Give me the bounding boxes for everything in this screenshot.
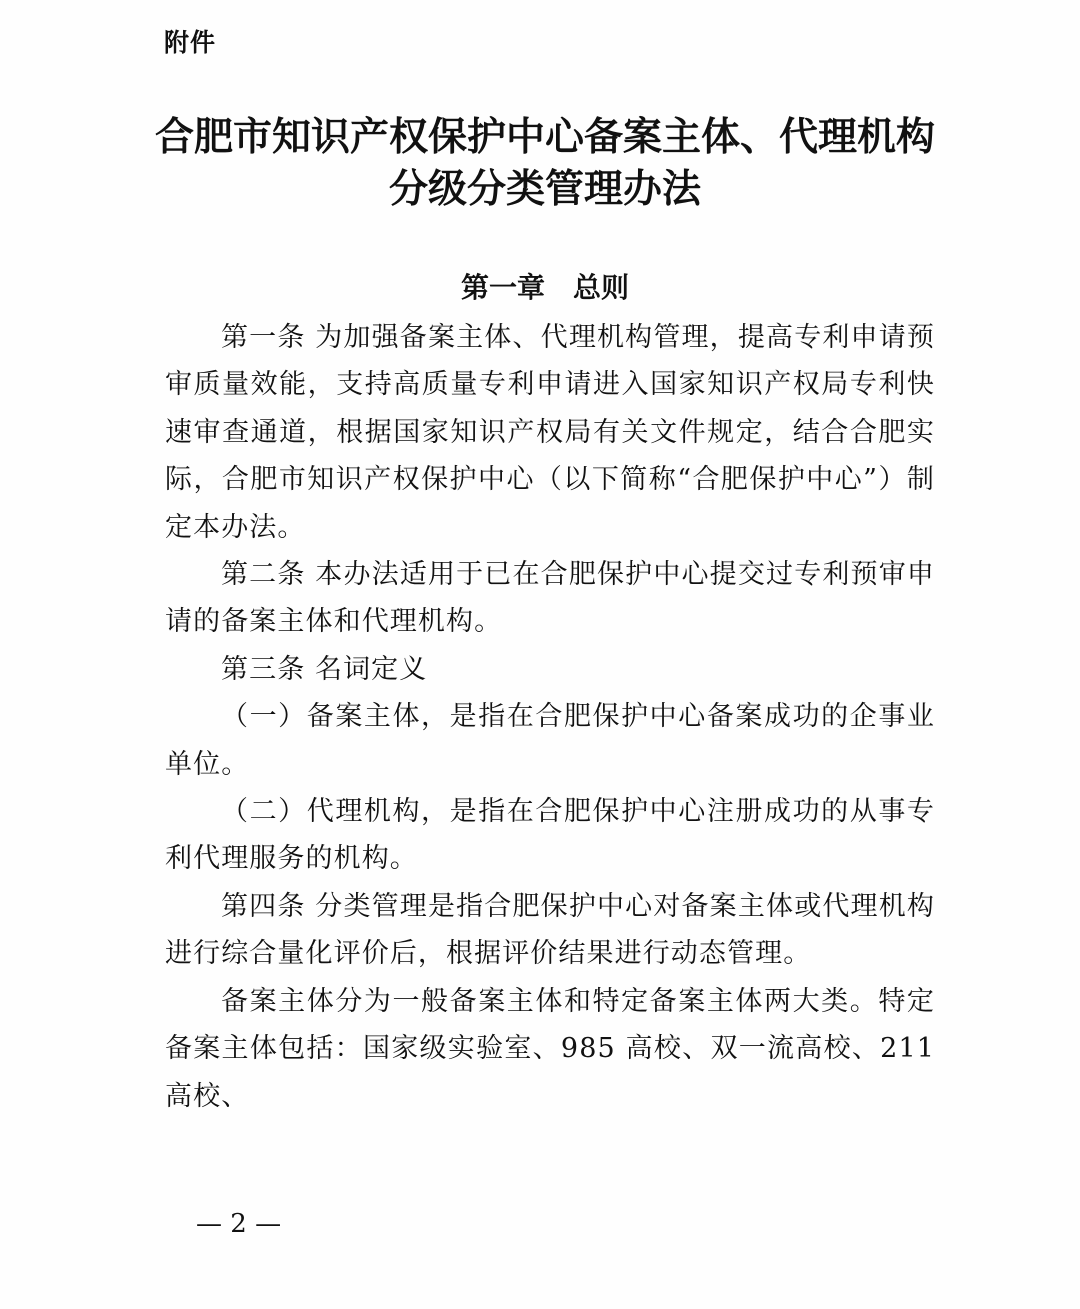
article-3-paragraph: 第三条 名词定义 [221, 653, 428, 685]
title-line-1: 合肥市知识产权保护中心备案主体、代理机构 [154, 115, 935, 160]
chapter-heading: 第一章 总则 [460, 271, 629, 304]
article-4-paragraph: 第四条 分类管理是指合肥保护中心对备案主体或代理机构进行综合量化评价后，根据评价结果进行动态管理。 [165, 890, 935, 970]
document-title [150, 112, 940, 216]
article-1-paragraph: 第一条 为加强备案主体、代理机构管理，提高专利申请预审质量效能，支持高质量专利申请进入国家知识产权局专利快速审查通道，根据国家知识产权局有关文件规定，结合合肥实际，合肥市知识产权保护中心（以下简称“合肥保护中心”）制定本办法。 [165, 322, 935, 543]
article-2-paragraph: 第二条 本办法适用于已在合肥保护中心提交过专利预审申请的备案主体和代理机构。 [165, 559, 935, 638]
attachment-label: 附件 [164, 28, 217, 57]
document-body [165, 314, 935, 1120]
page-number: — 2 — [196, 1209, 282, 1239]
title-line-2: 分级分类管理办法 [388, 167, 701, 212]
definition-2-paragraph: （二）代理机构，是指在合肥保护中心注册成功的从事专利代理服务的机构。 [165, 796, 935, 875]
definition-1-paragraph: （一）备案主体，是指在合肥保护中心备案成功的企事业单位。 [165, 701, 935, 780]
categories-paragraph: 备案主体分为一般备案主体和特定备案主体两大类。特定备案主体包括：国家级实验室、985 高校、双一流高校、211 高校、 [165, 985, 935, 1112]
